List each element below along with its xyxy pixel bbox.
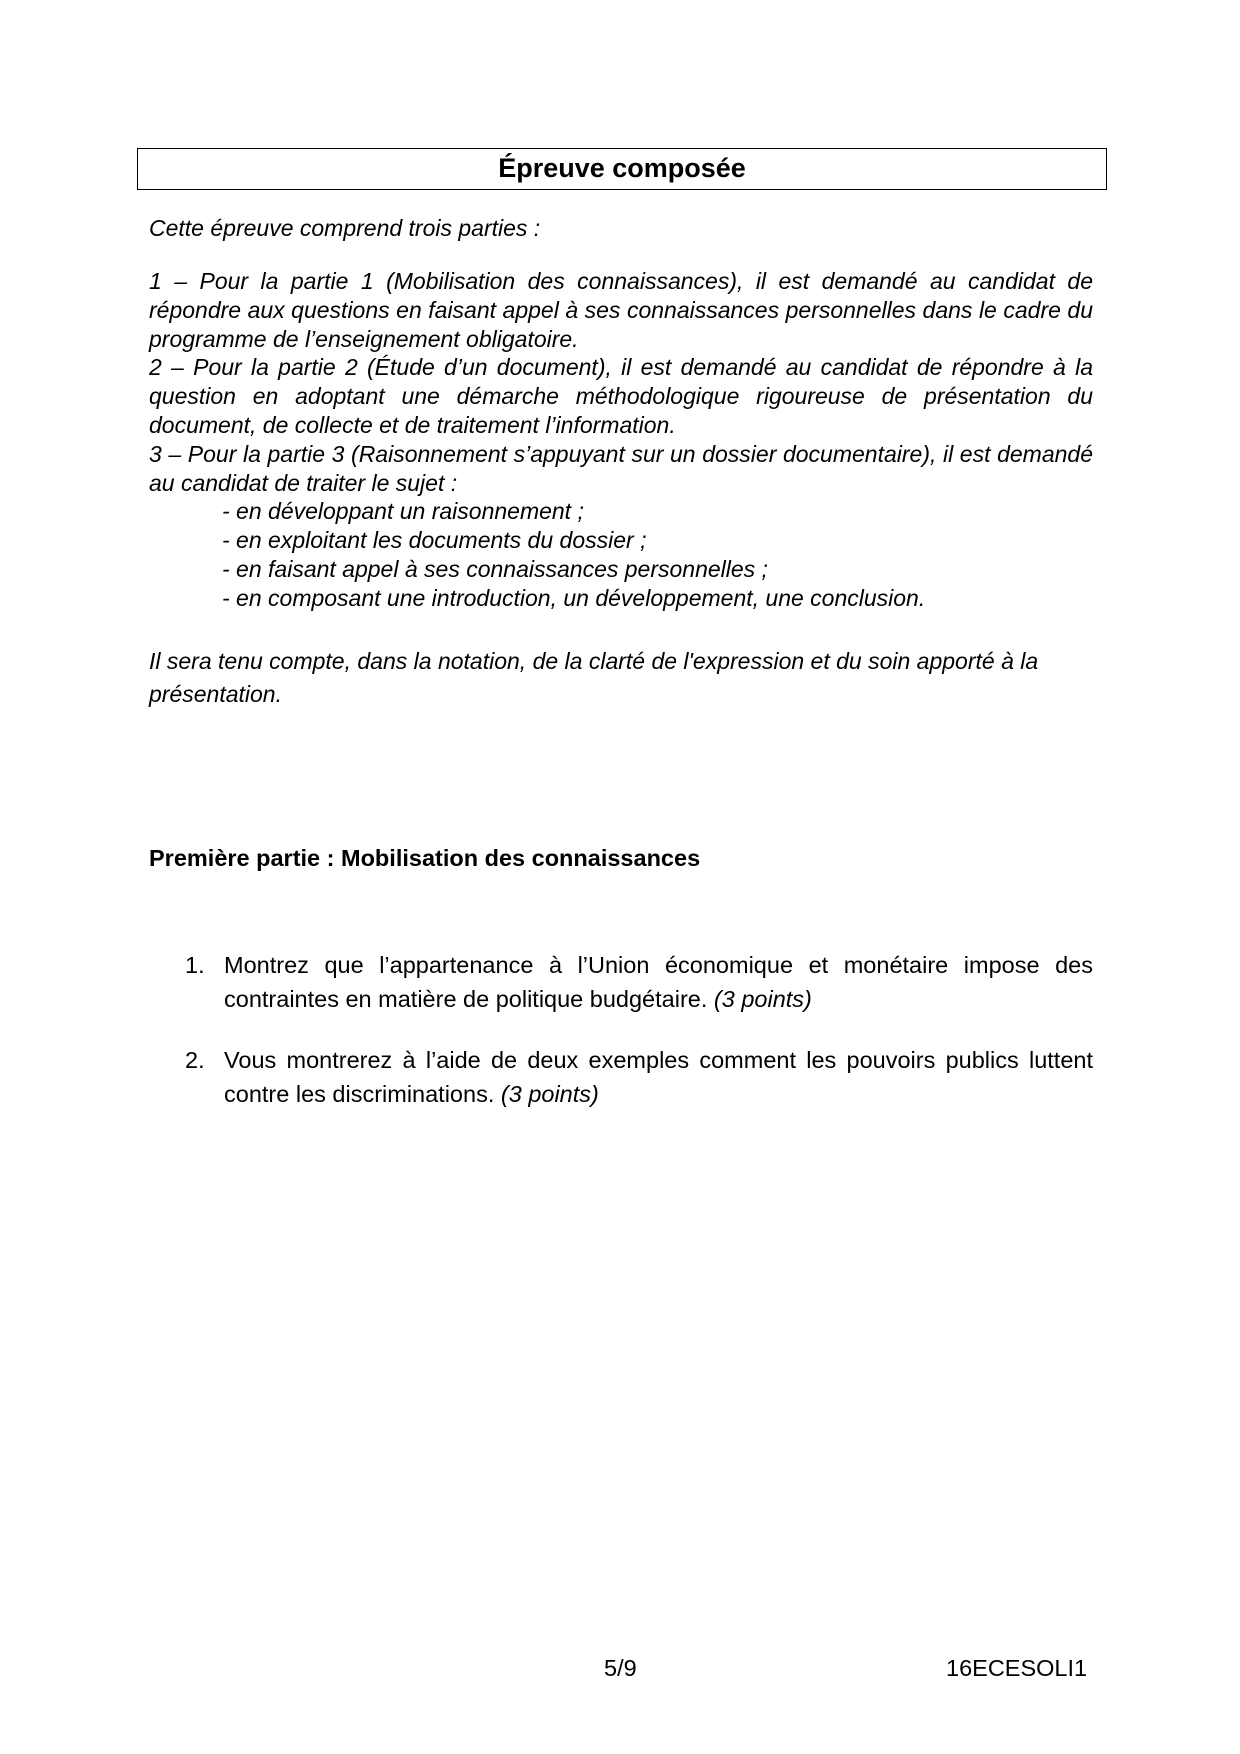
document-title: Épreuve composée bbox=[137, 148, 1107, 190]
rule-part-1: 1 – Pour la partie 1 (Mobilisation des connaissances), il est demandé au candidat de répondre aux questions en faisant appel à ses connaissances personnelles dans le cadre du programme de l’enseignement obligatoire. bbox=[149, 268, 1093, 352]
rule-bullet: - en exploitant les documents du dossier ; bbox=[222, 527, 647, 554]
question-text: Vous montrerez à l’aide de deux exemples comment les pouvoirs publics luttent contre les discriminations. bbox=[224, 1047, 1093, 1107]
rule-part-2: 2 – Pour la partie 2 (Étude d’un document), il est demandé au candidat de répondre à la question en adoptant une démarche méthodologique rigoureuse de présentation du document, de collecte et de traitement l’information. bbox=[149, 354, 1093, 438]
grading-note: Il sera tenu compte, dans la notation, de la clarté de l'expression et du soin apporté à la présentation. bbox=[149, 648, 1039, 707]
rules-block bbox=[149, 267, 1093, 613]
rule-part-3: 3 – Pour la partie 3 (Raisonnement s’appuyant sur un dossier documentaire), il est demandé au candidat de traiter le sujet : bbox=[149, 440, 1093, 496]
section-title: Première partie : Mobilisation des connaissances bbox=[149, 845, 701, 871]
question-points: (3 points) bbox=[500, 1081, 599, 1107]
question-number: 1. bbox=[185, 952, 205, 978]
page-number: 5/9 bbox=[604, 1655, 637, 1681]
question-text: Montrez que l’appartenance à l’Union économique et monétaire impose des contraintes en matière de politique budgétaire. bbox=[224, 952, 1093, 1012]
question-item bbox=[149, 948, 1093, 1016]
rule-bullet: - en développant un raisonnement ; bbox=[222, 498, 584, 525]
rule-bullet: - en faisant appel à ses connaissances personnelles ; bbox=[222, 555, 768, 582]
intro-text: Cette épreuve comprend trois parties : bbox=[149, 215, 541, 241]
question-list bbox=[149, 948, 1093, 1138]
question-item bbox=[149, 1043, 1093, 1111]
rule-bullet: - en composant une introduction, un développement, une conclusion. bbox=[222, 584, 926, 611]
question-points: (3 points) bbox=[713, 986, 812, 1012]
question-number: 2. bbox=[185, 1047, 205, 1073]
document-code: 16ECESOLI1 bbox=[946, 1655, 1088, 1681]
